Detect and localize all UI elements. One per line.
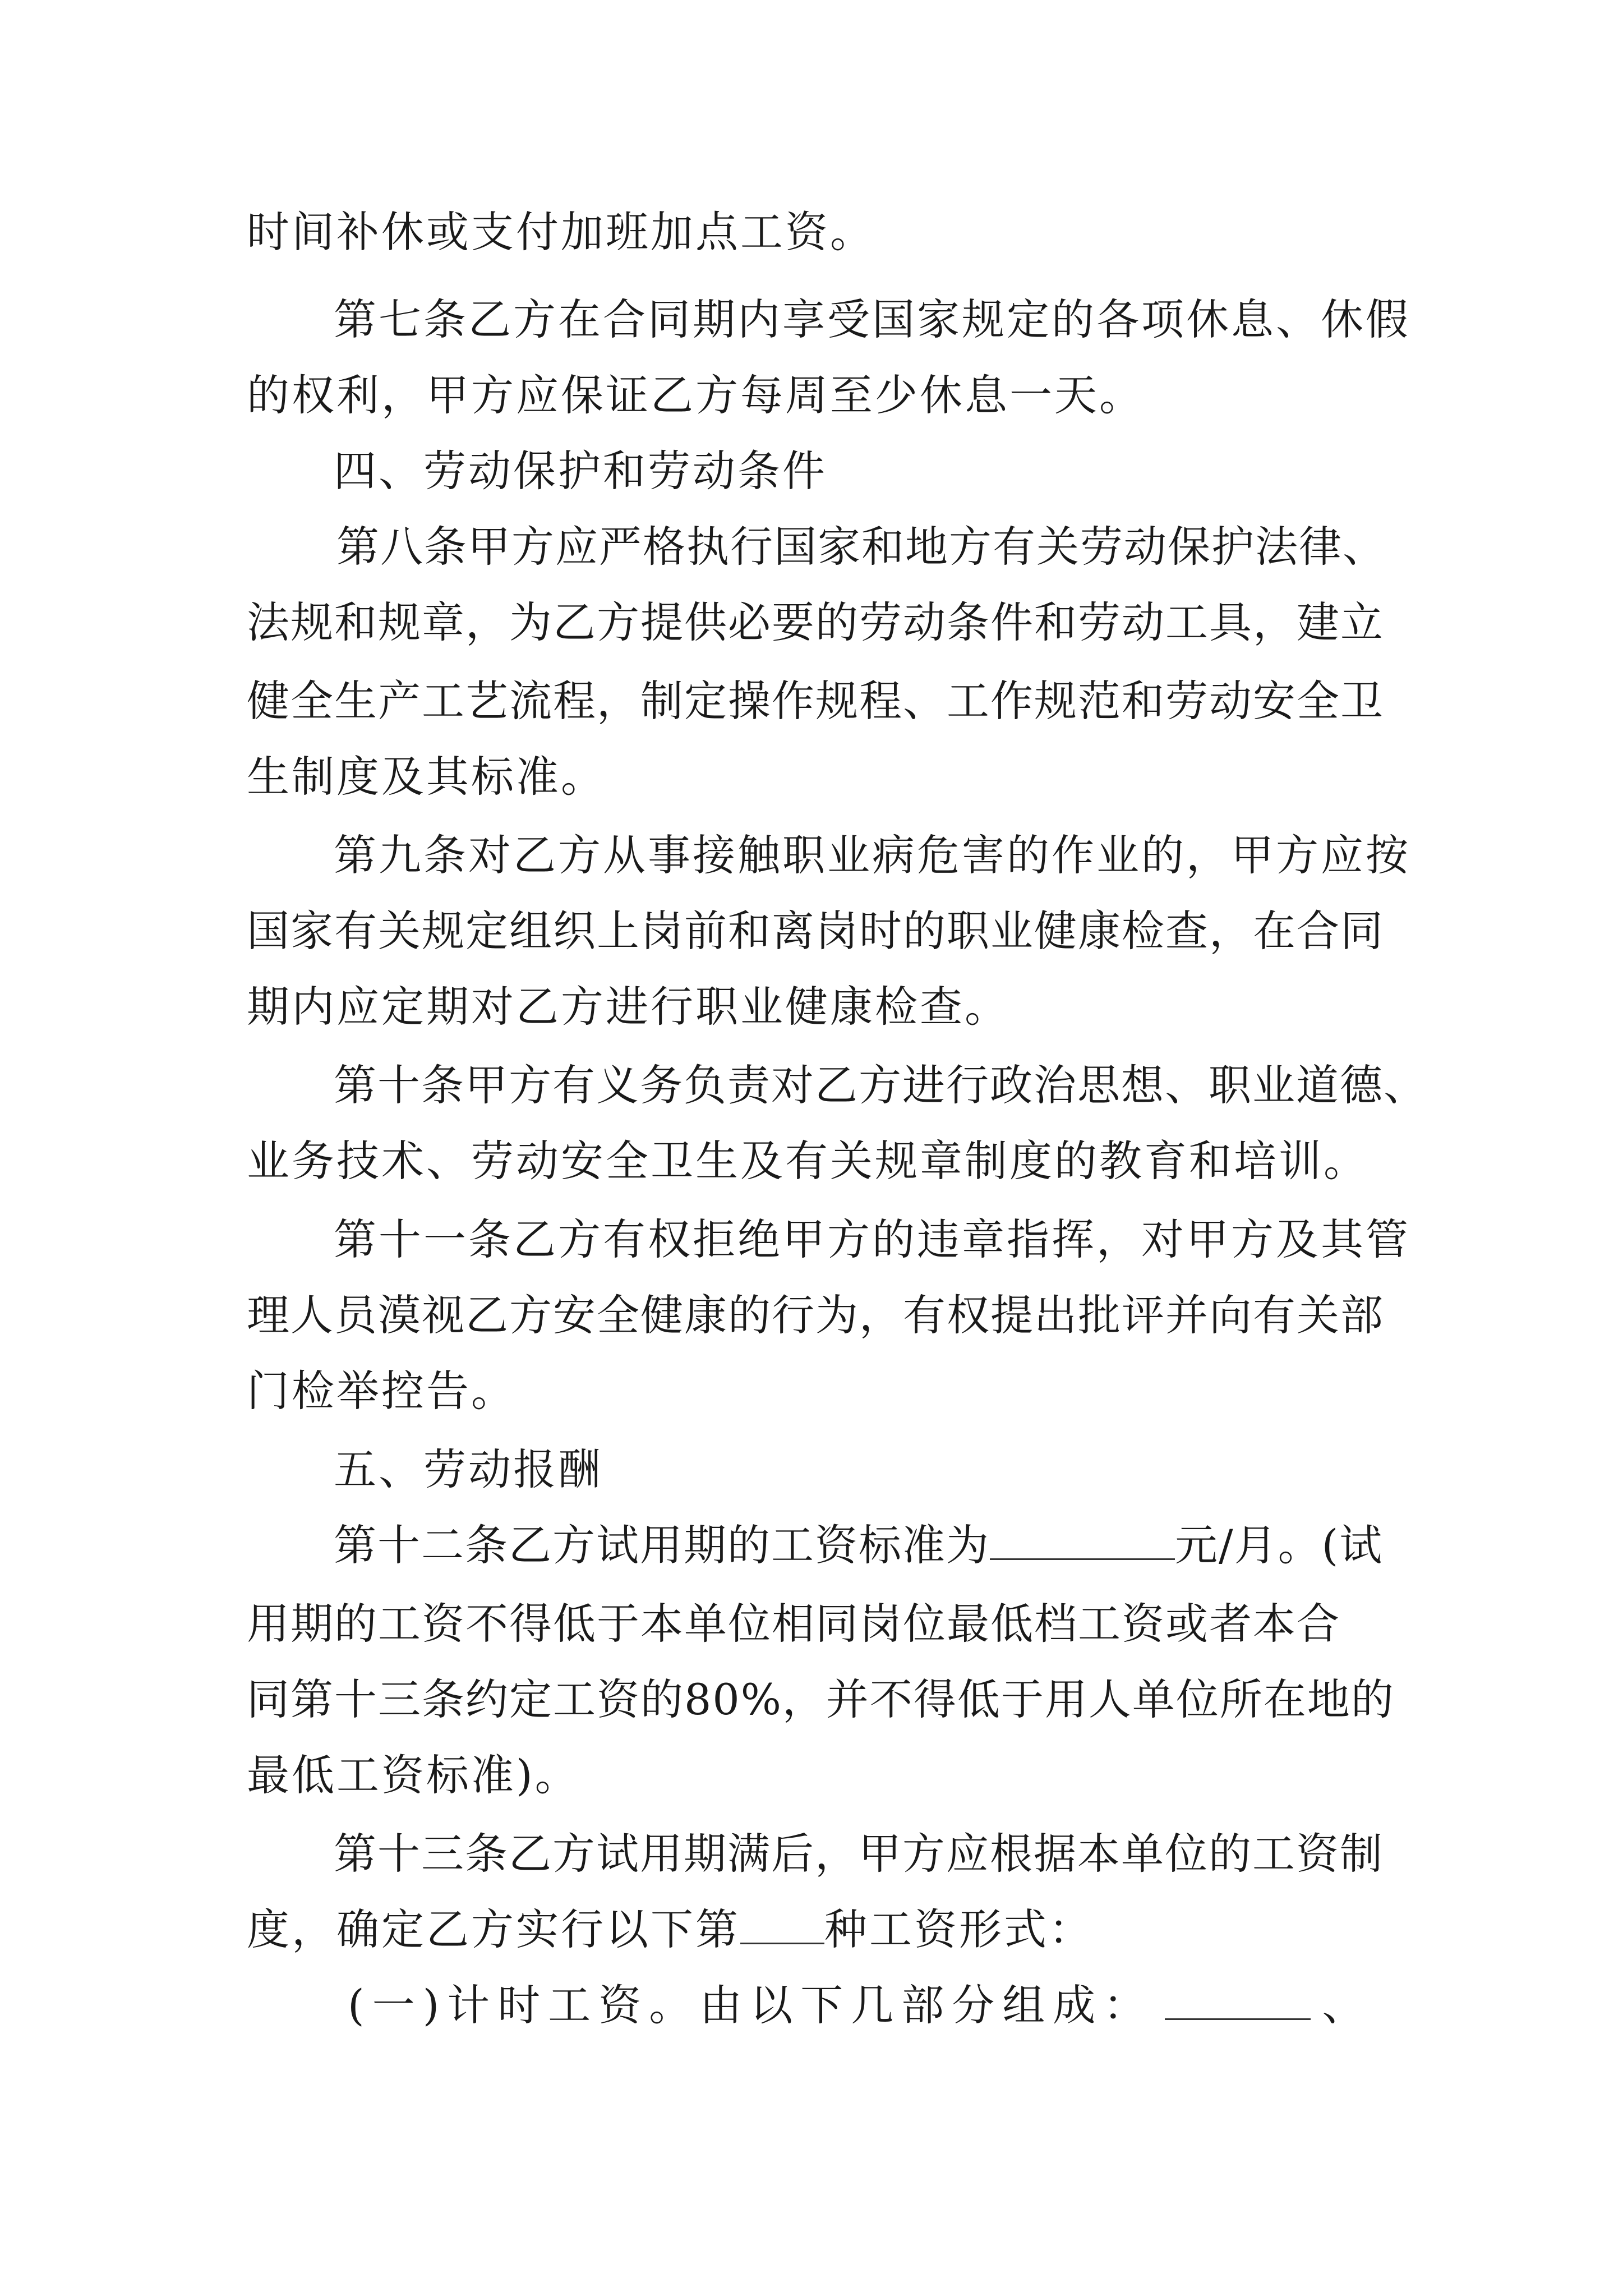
text-line: 用期的工资不得低于本单位相同岗位最低档工资或者本合	[247, 1599, 1340, 1649]
text-segment: 种工资形式：	[824, 1904, 1094, 1954]
fill-in-blank-wage-form	[740, 1907, 824, 1944]
paragraph-article-7: 第七条乙方在合同期内享受国家规定的各项休息、休假	[334, 295, 1410, 344]
text-line: 的权利，甲方应保证乙方每周至少休息一天。	[247, 370, 1144, 420]
text-line: 法规和规章，为乙方提供必要的劳动条件和劳动工具，建立	[247, 597, 1384, 647]
text-line: 生制度及其标准。	[247, 752, 606, 802]
text-line: 健全生产工艺流程，制定操作规程、工作规范和劳动安全卫	[247, 676, 1384, 726]
text-line	[247, 1902, 1094, 1958]
text-segment: 元/月。(试	[1175, 1520, 1384, 1570]
section-heading-5: 五、劳动报酬	[334, 1444, 603, 1494]
text-line: 时间补休或支付加班加点工资。	[247, 207, 875, 257]
text-line: 门检举控告。	[247, 1366, 516, 1416]
section-heading-4: 四、劳动保护和劳动条件	[334, 446, 827, 496]
text-segment: 第十二条乙方试用期的工资标准为	[334, 1520, 990, 1570]
text-line: 业务技术、劳动安全卫生及有关规章制度的教育和培训。	[247, 1136, 1368, 1186]
paragraph-article-10: 第十条甲方有义务负责对乙方进行政治思想、职业道德、	[334, 1060, 1427, 1110]
text-line: 理人员漠视乙方安全健康的行为，有权提出批评并向有关部	[247, 1290, 1384, 1340]
text-segment: (一)计时工资。由以下几部分组成：	[348, 1980, 1154, 2030]
text-line: 国家有关规定组织上岗前和离岗时的职业健康检查，在合同	[247, 906, 1384, 956]
paragraph-article-12	[334, 1517, 1383, 1573]
paragraph-article-9: 第九条对乙方从事接触职业病危害的作业的，甲方应按	[334, 830, 1410, 880]
text-line: 最低工资标准)。	[247, 1750, 580, 1800]
paragraph-article-11: 第十一条乙方有权拒绝甲方的违章指挥，对甲方及其管	[334, 1214, 1410, 1264]
fill-in-blank-salary	[990, 1522, 1175, 1560]
text-line: 同第十三条约定工资的80%，并不得低于用人单位所在地的	[247, 1674, 1395, 1724]
paragraph-article-8: 第八条甲方应严格执行国家和地方有关劳动保护法律、	[336, 522, 1386, 572]
text-line: 期内应定期对乙方进行职业健康检查。	[247, 982, 1009, 1032]
fill-in-blank-wage-components	[1165, 1982, 1311, 2020]
text-segment: 度，确定乙方实行以下第	[247, 1904, 740, 1954]
list-item-hourly-wage	[348, 1977, 1372, 2033]
paragraph-article-13: 第十三条乙方试用期满后，甲方应根据本单位的工资制	[334, 1829, 1384, 1879]
text-segment: 、	[1322, 1980, 1373, 2030]
